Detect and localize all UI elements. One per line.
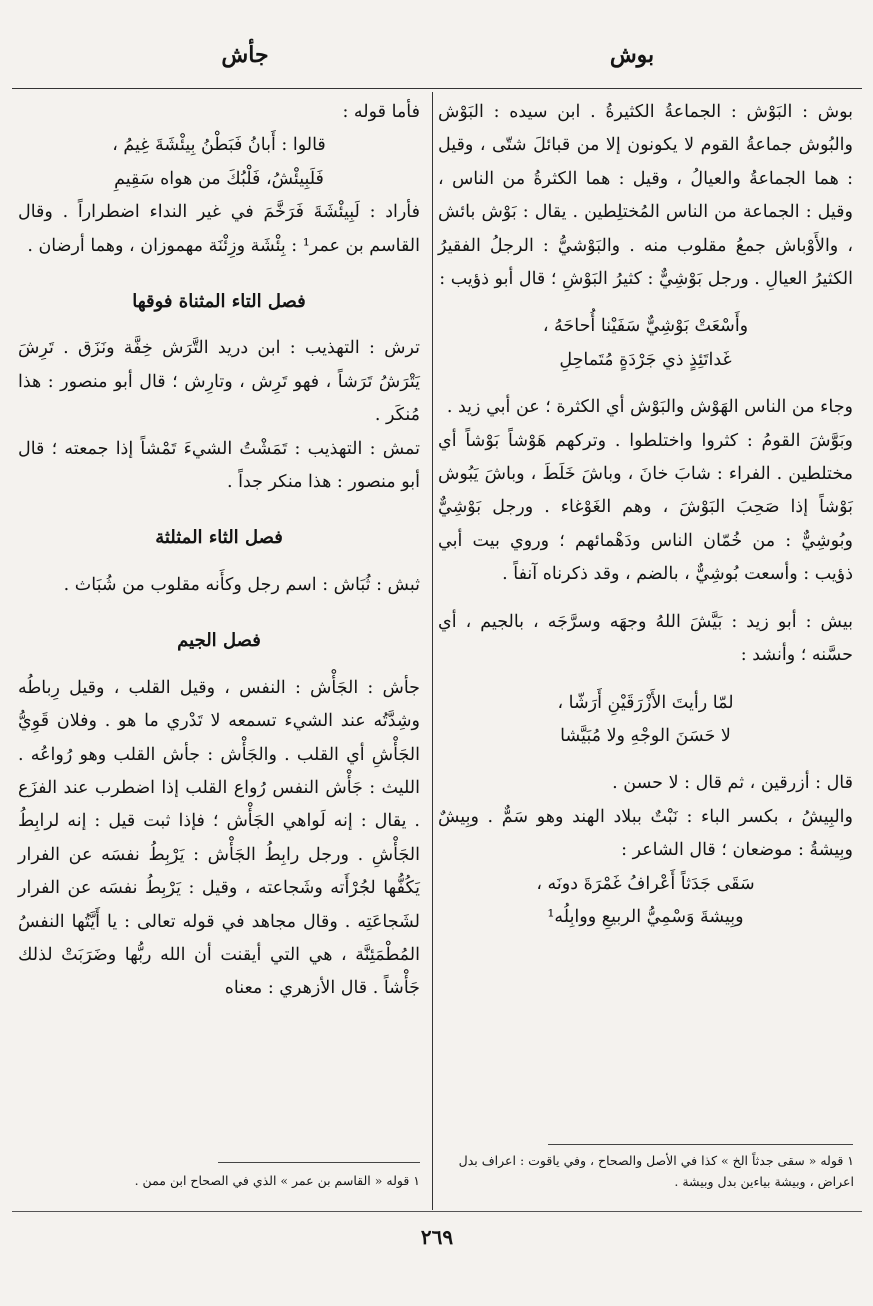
verse-line: لمّا رأيتَ الأَزْرَقَيْنِ أَرَشّا ، bbox=[557, 692, 734, 713]
paragraph: وبَوَّشَ القومُ : كثروا واختلطوا . وتركهم هَوْشاً بَوْشاً أي مختلطين . الفراء : شابَ خانَ ، وباشَ خَلَطَ ، وباشَ يَبُوش بَوْشاً إذا صَحِبَ البَوْشَ ، وهم الغَوْغاء . ورجل بَوْشِيٌّ وبُوشِيٌّ : من خُمّان الناس ودَهْمائهم ؛ وروي بيت أبي ذؤيب : وأسعت بُوشِيٌّ ، بالضم ، وقد ذكرناه آنفاً . bbox=[438, 430, 853, 585]
paragraph: فأما قوله : bbox=[342, 102, 420, 122]
verse-line: وأَسْعَتْ بَوْشِيٌّ سَفَيْنا أُحاحَهُ ، bbox=[542, 316, 749, 337]
section-heading: فصل التاء المثناة فوقها bbox=[132, 291, 306, 313]
paragraph: وجاء من الناس الهَوْش والبَوْش أي الكثرة ؛ عن أبي زيد . bbox=[446, 397, 853, 418]
paragraph: فأراد : لَبِيئْشَةَ فَرَخَّمَ في غير النداء اضطراراً . وقال القاسم بن عمر¹ : بِئْشَة وزِئْنَة مهموزان ، وهما أرضان . bbox=[18, 202, 420, 256]
entry-thbsh: ثبش : ثُبَاش : اسم رجل وكأَنه مقلوب من شُبَاث . bbox=[63, 574, 420, 595]
paragraph: والبِيشُ ، بكسر الباء : نَبْتٌ ببلاد الهند وهو سَمٌّ . وبِيشٌ وبِيشةُ : موضعان ؛ قال الشاعر : bbox=[438, 806, 853, 861]
verse-line: فَلَبِيئْشُ، فَلْبُكَ من هواه سَقِيمِ bbox=[114, 168, 324, 189]
verse-line: لا حَسَنَ الوجْهِ ولا مُبَيَّشا bbox=[560, 725, 731, 746]
running-header-right: بوش bbox=[609, 42, 655, 68]
paragraph: قال : أزرقين ، ثم قال : لا حسن . bbox=[612, 773, 853, 794]
right-column bbox=[438, 96, 853, 934]
entry-trsh: ترش : التهذيب : ابن دريد التَّرَش خِفَّة ونَزَق . تَرِشَ يَتْرَشُ تَرَشاً ، فهو تَرِش ، وتارِش ؛ قال أبو منصور : هذا مُنكَر . bbox=[18, 338, 420, 426]
entry-bysh: بيش : أبو زيد : بَيَّشَ اللهُ وجهَه وسرَّجَه ، بالجيم ، أي حسَّنه ؛ وأنشد : bbox=[438, 611, 853, 666]
header-rule bbox=[12, 88, 862, 89]
footnote-right: ١ قوله « سقى جدثاً الخ » كذا في الأصل والصحاح ، وفي ياقوت : اعراف بدل اعراض ، وبيشة بياءين بدل وبيشة . bbox=[458, 1153, 854, 1189]
column-divider bbox=[432, 92, 433, 1210]
verse-line: سَقَى جَدَثاً أَعْرافُ غَمْرَةَ دونَه ، bbox=[536, 873, 755, 894]
page-number: ٢٦٩ bbox=[420, 1225, 454, 1249]
running-header-left: جأش bbox=[221, 42, 269, 68]
footnote-rule bbox=[548, 1144, 853, 1145]
entry-tmsh: تمش : التهذيب : تَمَشْتُ الشيءَ تَمْشاً إذا جمعته ؛ قال أبو منصور : هذا منكر جداً . bbox=[18, 438, 420, 493]
footnote-rule bbox=[218, 1162, 420, 1163]
verse-line: قالوا : أَبانُ فَبَطْنُ بِيئْشَةَ غِيمُ ، bbox=[112, 135, 326, 156]
section-heading: فصل الجيم bbox=[177, 630, 261, 652]
verse-line: غَداتَئِذٍ ذي جَرْدَةٍ مُتَماحِلِ bbox=[559, 349, 732, 370]
entry-bwsh: بوش : البَوْش : الجماعةُ الكثيرةُ . ابن سيده : البَوْش والبُوش جماعةُ القوم لا يكونون إلا من قبائلَ شتّى ، وقيل : هما الجماعةُ والعيالُ ، وقيل : هما الكثرةُ من الناس ، وقيل : الجماعة من الناس المُختلِطين . يقال : بَوْش بائش ، والأَوْباش جمعُ مقلوب منه . والبَوْشيُّ : الرجلُ الفقيرُ الكثيرُ العيالِ . ورجل بَوْشِيٌّ : كثيرُ البَوْشِ ؛ قال أبو ذؤيب : bbox=[438, 102, 853, 290]
section-heading: فصل الثاء المثلثة bbox=[155, 527, 283, 549]
verse-line: وبِيشةَ وَسْمِيُّ الربيعِ ووابِلُه¹ bbox=[547, 906, 744, 927]
footnote-left: ١ قوله « القاسم بن عمر » الذي في الصحاح ابن ممن . bbox=[134, 1173, 420, 1188]
entry-jash: جأش : الجَأْش : النفس ، وقيل القلب ، وقيل رِباطُه وشِدَّتُه عند الشيء تسمعه لا تَدْري ما هو . وفلان قَوِيُّ الجَأْشِ أي القلب . والجَأْش : جأش القلب وهو رُواعُه . الليث : جَأْش النفس رُواع القلب إذا اضطرب عند الفزَع . يقال : إنه لَواهي الجَأْش ؛ فإذا ثبت قيل : إنه لرابِطُ الجَأْشِ . ورجل رابِطُ الجَأْش : يَرْبِطُ نفسَه عن الفرار يَكُفُّها لجُرْأَته وشَجاعته ، وقيل : يَرْبِطُ نفسَه عن الفرار لشَجاعَتِه . وقال مجاهد في قوله تعالى : يا أَيَّتُها النفسُ المُطْمَئِنَّة ، هي التي أيقنت أن الله ربُّها وضَرَبَتْ لذلك جَأْشاً . قال الأزهري : معناه bbox=[18, 677, 420, 999]
left-column bbox=[18, 96, 420, 1006]
footer-rule bbox=[12, 1211, 862, 1212]
